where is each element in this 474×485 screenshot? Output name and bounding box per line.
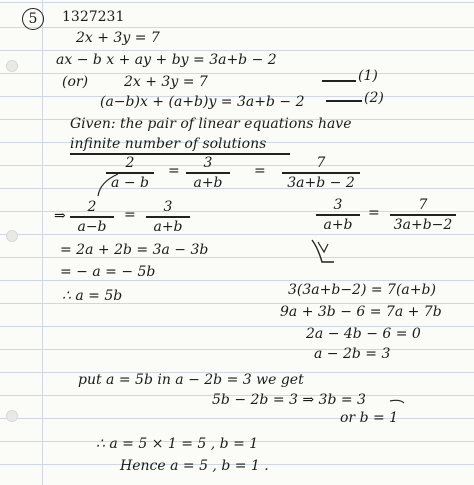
step-r2: 9a + 3b − 6 = 7a + 7b [280,304,442,320]
substitution-line: put a = 5b in a − 2b = 3 we get [78,372,304,388]
numerator: 3 [333,197,343,213]
equals-sign: = [168,163,180,179]
numerator: 3 [203,155,213,171]
numerator: 7 [418,197,428,213]
step-r1: 3(3a+b−2) = 7(a+b) [288,282,436,298]
step-b: = − a = − 5b [60,264,156,280]
equation-1: 2x + 3y = 7 [124,74,208,90]
implies-sign: ⇒ [54,208,66,224]
step-a: = 2a + 2b = 3a − 3b [60,242,209,258]
step-c: ∴ a = 5b [62,288,123,304]
line-1: 2x + 3y = 7 [76,30,160,46]
or-prefix: (or) [62,74,89,90]
denominator: a−b [77,218,107,235]
numerator: 7 [316,155,326,171]
b-value: or b = 1 [340,410,399,426]
denominator: a+b [193,174,223,191]
equation-2-tag: (2) [364,90,384,106]
question-number: 5 [22,8,44,30]
step-r4: a − 2b = 3 [314,346,391,362]
equals-sign: = [254,163,266,179]
hence-line: Hence a = 5 , b = 1 . [120,458,269,474]
therefore-line: ∴ a = 5 × 1 = 5 , b = 1 [96,436,259,452]
equals-sign: = [124,207,136,223]
denominator: 3a+b−2 [393,216,453,233]
line-2: ax − b x + ay + by = 3a+b − 2 [56,52,277,68]
given-line-1: Given: the pair of linear equations have [70,116,352,132]
numerator: 3 [163,199,173,215]
numerator: 2 [87,199,97,215]
equals-sign: = [368,205,380,221]
question-code: 1327231 [62,9,125,25]
denominator: 3a+b − 2 [287,174,355,191]
equation-2: (a−b)x + (a+b)y = 3a+b − 2 [100,94,305,110]
denominator: a+b [323,216,353,233]
given-line-2: infinite number of solutions [70,136,267,152]
denominator: a+b [153,218,183,235]
denominator: a − b [111,174,149,191]
numerator: 2 [125,155,135,171]
substitution-result: 5b − 2b = 3 ⇒ 3b = 3 [212,392,366,408]
equation-1-tag: (1) [358,68,378,84]
step-r3: 2a − 4b − 6 = 0 [306,326,421,342]
